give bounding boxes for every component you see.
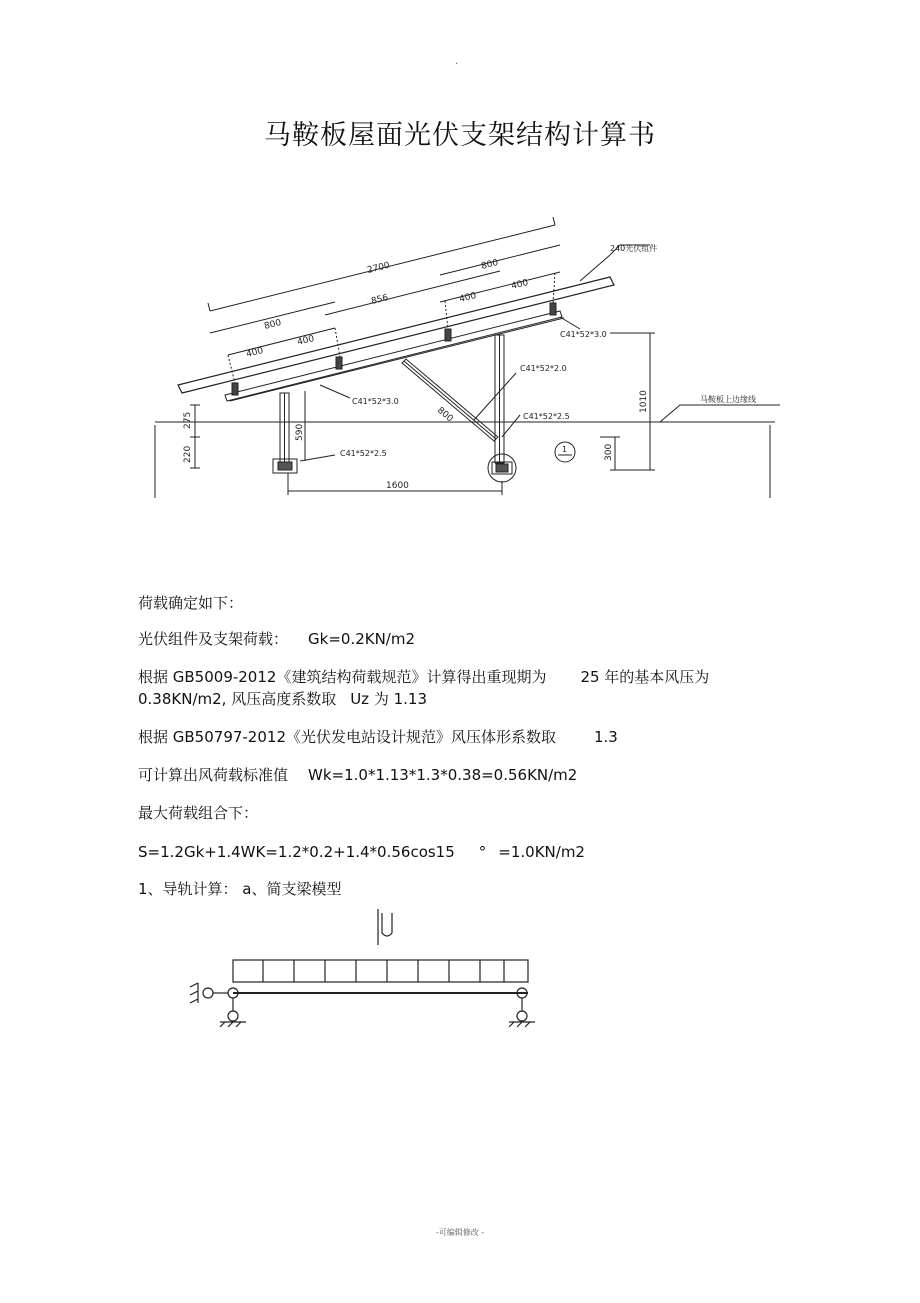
dim-r400b: 400 (510, 278, 530, 292)
pv-module (178, 277, 614, 393)
text-line-shape (138, 727, 618, 747)
distributed-load (233, 960, 528, 982)
text-wind-uz: Uz 为 1.13 (350, 690, 427, 708)
dim-mid-856: 856 (370, 293, 390, 307)
dim-l400b: 400 (296, 334, 316, 348)
label-module: 240光伏组件 (610, 244, 658, 253)
text-s-formula: S=1.2Gk+1.4WK=1.2*0.2+1.4*0.56cos15 (138, 843, 455, 861)
text-line-wind-2 (138, 689, 427, 709)
dim-total: 2700 (366, 260, 391, 276)
dim-h590: 590 (295, 423, 305, 441)
label-detail-no: 1 (562, 445, 568, 454)
document-title: 马鞍板屋面光伏支架结构计算书 (264, 120, 656, 151)
label-c-rail-left: C41*52*3.0 (352, 397, 399, 406)
text-load-intro: 荷载确定如下： (138, 594, 244, 612)
dim-right-800: 800 (480, 258, 500, 272)
text-line-gk (138, 629, 415, 649)
text-gk-label: 光伏组件及支架荷载： (138, 630, 289, 648)
dim-r400a: 400 (458, 291, 478, 305)
text-s-result: =1.0KN/m2 (498, 843, 585, 861)
dim-l400a: 400 (245, 346, 265, 360)
roof-edge-line (660, 405, 780, 422)
text-wind-basic: 25 年的基本风压为 (580, 668, 710, 686)
text-wk-value: Wk=1.0*1.13*1.3*0.38=0.56KN/m2 (308, 766, 578, 784)
text-max-combo: 最大荷载组合下： (138, 804, 259, 822)
text-shape-value: 1.3 (594, 728, 618, 746)
label-c-post-left: C41*52*2.5 (340, 449, 387, 458)
text-rail-calc: 1、导轨计算： a、简支梁模型 (138, 880, 342, 898)
pv-bracket-drawing (140, 215, 790, 505)
text-line-wind-1 (138, 667, 709, 687)
top-mark: . (455, 56, 459, 67)
dim-1600: 1600 (386, 481, 409, 491)
text-gk-value: Gk=0.2KN/m2 (308, 630, 416, 648)
beam-model-diagram (170, 905, 560, 1040)
dim-h1010: 1010 (639, 390, 649, 413)
dim-brace: 800 (435, 405, 455, 425)
text-line-s (138, 842, 585, 862)
text-wind-pressure: 0.38KN/m2, 风压高度系数取 (138, 690, 337, 708)
text-wk-label: 可计算出风荷载标准值 (138, 766, 289, 784)
dim-h220: 220 (183, 445, 193, 463)
dim-h275: 275 (183, 411, 193, 429)
text-shape-code: 根据 GB50797-2012《光伏发电站设计规范》风压体形系数取 (138, 728, 556, 746)
text-s-degree: ° (478, 843, 487, 861)
dim-left-800: 800 (263, 318, 283, 332)
load-arrows (263, 960, 504, 982)
text-wind-code: 根据 GB5009-2012《建筑结构荷载规范》计算得出重现期为 (138, 668, 547, 686)
label-roof-line: 马鞍板上边缘线 (700, 395, 756, 404)
footer-note: -可编辑修改 - (435, 1228, 485, 1237)
text-line-wk (138, 765, 577, 785)
dim-h300: 300 (604, 443, 614, 461)
label-c-post-right: C41*52*2.5 (523, 412, 570, 421)
label-c-top-right: C41*52*3.0 (560, 330, 607, 339)
label-c-brace: C41*52*2.0 (520, 364, 567, 373)
